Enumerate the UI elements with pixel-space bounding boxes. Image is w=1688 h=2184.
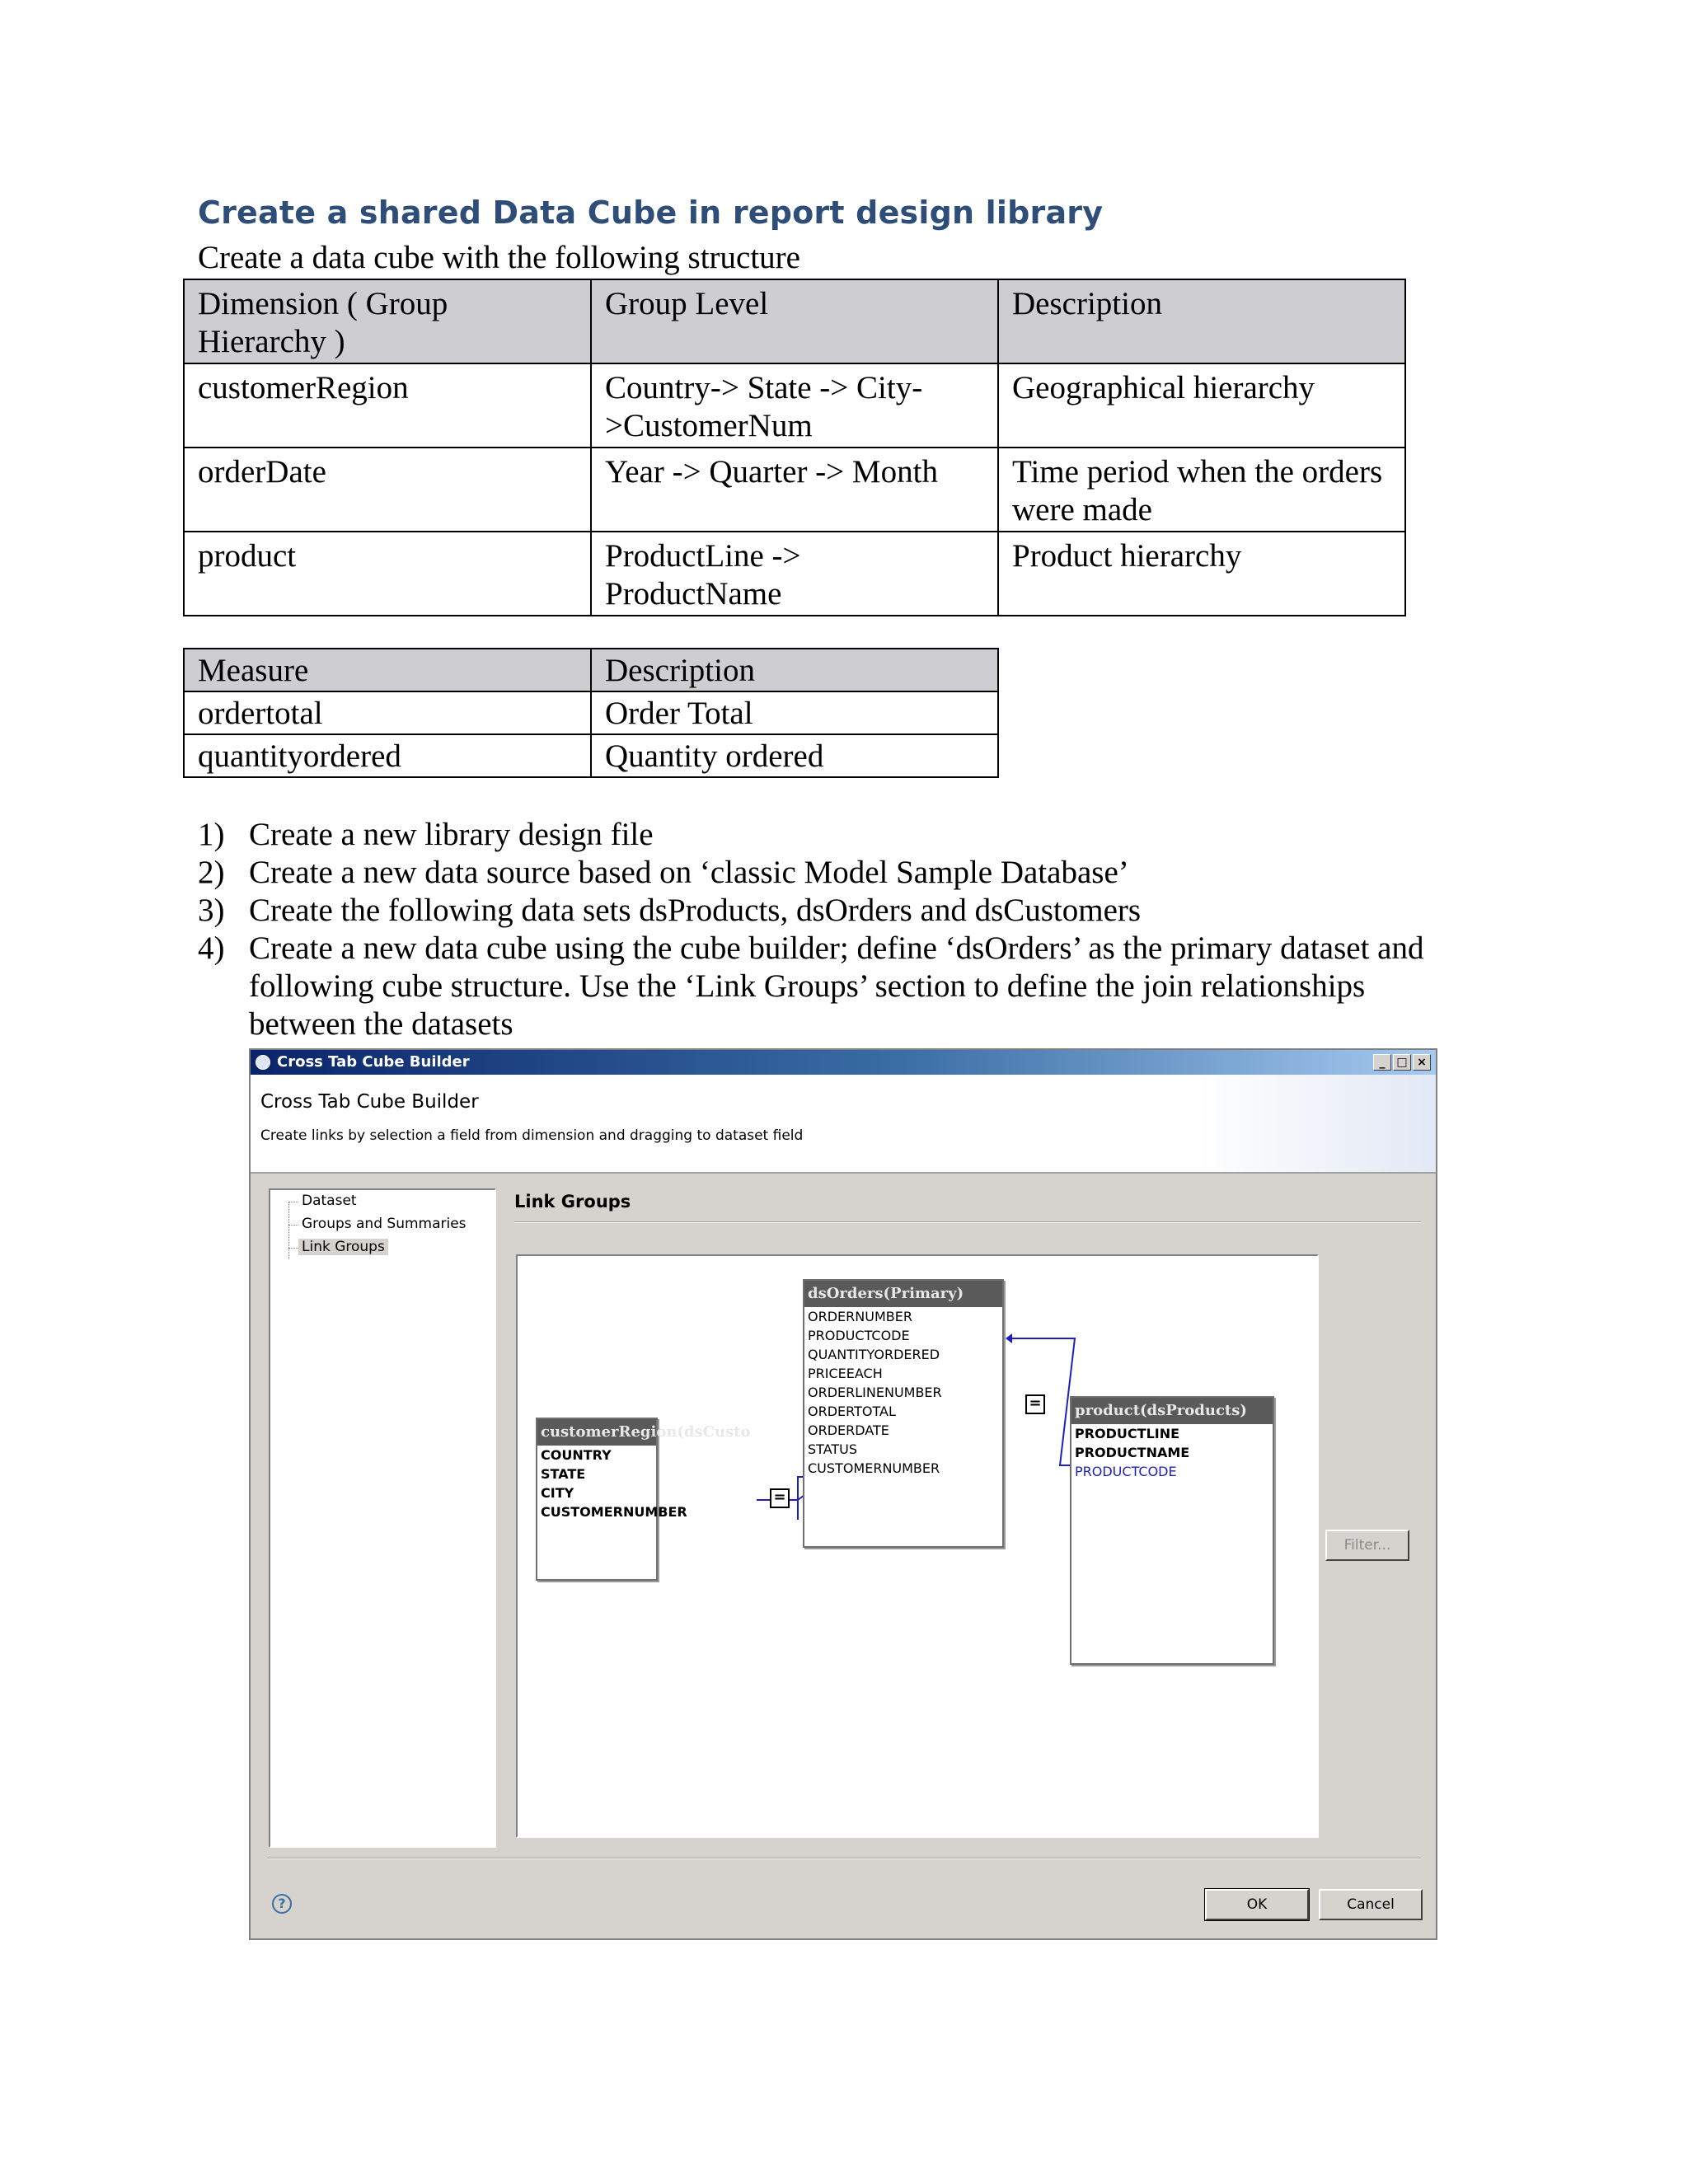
field-productname[interactable]: PRODUCTNAME <box>1075 1445 1190 1460</box>
header-description: Description <box>591 649 998 691</box>
table-cell: Country-> State -> City->CustomerNum <box>591 363 998 448</box>
list-item <box>198 892 1451 930</box>
step-text: Create the following data sets dsProducts, dsOrders and dsCustomers <box>249 893 1142 928</box>
header-dimension: Dimension ( Group Hierarchy ) <box>184 279 591 363</box>
table-cell: customerRegion <box>184 363 591 448</box>
orders-table[interactable] <box>803 1279 1004 1548</box>
table-cell: ordertotal <box>184 691 591 734</box>
step-number: 1) <box>198 817 225 852</box>
link-icon[interactable]: = <box>770 1488 790 1508</box>
link-icon[interactable]: = <box>1025 1394 1045 1414</box>
field-country[interactable]: COUNTRY <box>541 1447 612 1463</box>
orders-table-title: dsOrders(Primary) <box>804 1281 1002 1307</box>
table-cell: orderDate <box>184 448 591 532</box>
steps-list <box>198 816 1451 1043</box>
tree-line <box>288 1202 290 1259</box>
field-orderdate[interactable]: ORDERDATE <box>808 1422 889 1438</box>
table-cell: product <box>184 532 591 616</box>
minimize-icon[interactable]: _ <box>1373 1054 1391 1071</box>
tree-branch <box>288 1248 298 1249</box>
footer-divider <box>267 1858 1421 1859</box>
section-divider <box>514 1221 1421 1223</box>
table-cell: Quantity ordered <box>591 734 998 777</box>
table-cell: Order Total <box>591 691 998 734</box>
table-row <box>184 448 1405 532</box>
nav-tree <box>269 1188 496 1848</box>
field-productcode[interactable]: PRODUCTCODE <box>808 1328 910 1343</box>
field-orderlinenumber[interactable]: ORDERLINENUMBER <box>808 1385 942 1400</box>
customer-region-table[interactable] <box>536 1418 751 1581</box>
list-item <box>198 816 1451 854</box>
table-row <box>184 691 998 734</box>
product-link-arrow <box>1006 1333 1012 1343</box>
field-city[interactable]: CITY <box>541 1485 574 1501</box>
step-text: Create a new library design file <box>249 817 654 852</box>
field-priceeach[interactable]: PRICEEACH <box>808 1366 883 1381</box>
table-cell: Year -> Quarter -> Month <box>591 448 998 532</box>
intro-text: Create a data cube with the following structure <box>198 240 800 275</box>
nav-item-dataset[interactable]: Dataset <box>302 1193 357 1209</box>
table-header-row <box>184 649 998 691</box>
header-description: Description <box>998 279 1405 363</box>
field-customernumber[interactable]: CUSTOMERNUMBER <box>541 1504 687 1520</box>
product-table-title: product(dsProducts) <box>1071 1398 1273 1424</box>
dialog-header <box>251 1075 1436 1174</box>
eclipse-icon <box>256 1055 270 1070</box>
maximize-icon[interactable]: □ <box>1393 1054 1411 1071</box>
section-title: Link Groups <box>514 1192 631 1212</box>
field-state[interactable]: STATE <box>541 1466 586 1482</box>
field-ordertotal[interactable]: ORDERTOTAL <box>808 1404 896 1419</box>
filter-button[interactable]: Filter... <box>1325 1530 1409 1561</box>
table-cell: quantityordered <box>184 734 591 777</box>
table-row <box>184 734 998 777</box>
link-groups-canvas[interactable] <box>516 1254 1319 1838</box>
step-text: Create a new data cube using the cube builder; define ‘dsOrders’ as the primary dataset and following cube structure. Use the ‘Link Groups’ section to define the join relationships between the datasets <box>249 930 1424 1042</box>
header-group-level: Group Level <box>591 279 998 363</box>
field-ordernumber[interactable]: ORDERNUMBER <box>808 1309 912 1324</box>
tree-branch <box>288 1225 298 1226</box>
dialog-header-subtitle: Create links by selection a field from dimension and dragging to dataset field <box>260 1127 804 1144</box>
nav-item-groups-and-summaries[interactable]: Groups and Summaries <box>302 1216 467 1232</box>
measure-table <box>183 648 999 778</box>
field-productline[interactable]: PRODUCTLINE <box>1075 1426 1180 1441</box>
table-header-row <box>184 279 1405 363</box>
table-cell: ProductLine -> ProductName <box>591 532 998 616</box>
dimension-table <box>183 279 1406 616</box>
header-measure: Measure <box>184 649 591 691</box>
field-quantityordered[interactable]: QUANTITYORDERED <box>808 1347 940 1362</box>
nav-item-link-groups[interactable]: Link Groups <box>298 1239 388 1255</box>
step-number: 4) <box>198 930 225 966</box>
cancel-button[interactable]: Cancel <box>1319 1889 1423 1920</box>
step-number: 3) <box>198 893 225 928</box>
close-icon[interactable]: × <box>1413 1054 1431 1071</box>
page-heading: Create a shared Data Cube in report design library <box>198 194 1104 231</box>
field-productcode[interactable]: PRODUCTCODE <box>1075 1464 1177 1479</box>
table-cell: Time period when the orders were made <box>998 448 1405 532</box>
ok-button[interactable]: OK <box>1205 1889 1309 1920</box>
step-number: 2) <box>198 855 225 890</box>
dialog-header-title: Cross Tab Cube Builder <box>260 1091 479 1113</box>
list-item <box>198 854 1451 892</box>
table-cell: Geographical hierarchy <box>998 363 1405 448</box>
cube-builder-dialog <box>249 1048 1437 1940</box>
table-row <box>184 532 1405 616</box>
dialog-title-bar[interactable] <box>251 1050 1436 1075</box>
dialog-window-title: Cross Tab Cube Builder <box>277 1053 470 1071</box>
unused-line <box>1024 1465 1057 1475</box>
help-icon[interactable]: ? <box>272 1894 292 1914</box>
table-cell: Product hierarchy <box>998 532 1405 616</box>
customer-table-title: customerRegion(dsCusto <box>537 1419 656 1446</box>
product-table[interactable] <box>1070 1396 1274 1665</box>
field-customernumber[interactable]: CUSTOMERNUMBER <box>808 1460 940 1476</box>
step-text: Create a new data source based on ‘classic Model Sample Database’ <box>249 855 1129 890</box>
list-item <box>198 930 1451 1043</box>
table-row <box>184 363 1405 448</box>
field-status[interactable]: STATUS <box>808 1441 858 1457</box>
